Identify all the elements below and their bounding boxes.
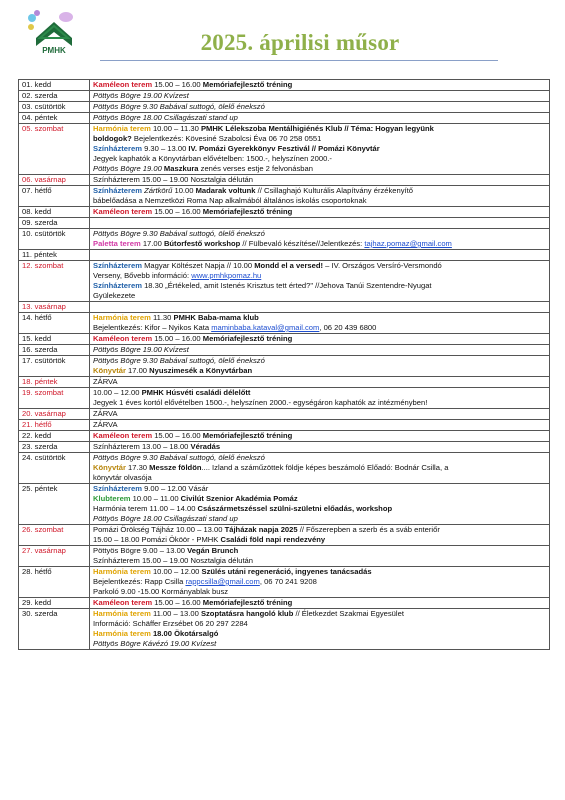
day-cell: 08. kedd — [19, 207, 90, 218]
event-text: Színházterem 15.00 – 19.00 Nosztalgia délután — [93, 556, 253, 565]
event-line — [93, 377, 546, 387]
day-cell: 29. kedd — [19, 598, 90, 609]
program-row — [19, 250, 550, 261]
event-line — [93, 494, 546, 504]
event-text: Bejelentkezés: Kifor – Nyikos Kata — [93, 323, 212, 332]
event-text: 11.30 — [150, 313, 174, 322]
event-line — [93, 313, 546, 323]
program-row — [19, 113, 550, 124]
event-text: Klubterem — [93, 494, 131, 503]
event-cell — [90, 91, 550, 102]
day-cell: 27. vasárnap — [19, 546, 90, 567]
event-cell — [90, 388, 550, 409]
event-text: Információ: Schäffer Erzsébet 06 20 297 2284 — [93, 619, 248, 628]
event-text: 9.30 – 13.00 — [141, 144, 189, 153]
program-row — [19, 409, 550, 420]
event-text: Színházterem — [93, 144, 142, 153]
event-cell — [90, 345, 550, 356]
email-link[interactable]: www.pmhkpomaz.hu — [191, 271, 262, 280]
program-row — [19, 313, 550, 334]
event-line — [93, 587, 546, 597]
program-row — [19, 598, 550, 609]
event-line — [93, 102, 546, 112]
event-line — [93, 80, 546, 90]
event-line — [93, 186, 546, 196]
event-text: 15.00 – 16.00 — [152, 431, 203, 440]
day-cell: 11. péntek — [19, 250, 90, 261]
event-line — [93, 431, 546, 441]
day-cell: 14. hétfő — [19, 313, 90, 334]
event-cell — [90, 525, 550, 546]
event-line — [93, 409, 546, 419]
day-cell: 06. vasárnap — [19, 175, 90, 186]
day-cell: 13. vasárnap — [19, 302, 90, 313]
event-line — [93, 535, 546, 545]
event-cell — [90, 546, 550, 567]
day-cell: 24. csütörtök — [19, 453, 90, 484]
event-text: Memóriafejlesztő tréning — [202, 207, 293, 216]
event-text: Színházterem — [93, 484, 142, 493]
day-cell: 09. szerda — [19, 218, 90, 229]
event-line — [93, 420, 546, 430]
event-line — [93, 291, 546, 301]
event-line — [93, 196, 546, 206]
event-line — [93, 250, 546, 260]
event-text: Színházterem 15.00 – 19.00 Nosztalgia délután — [93, 175, 253, 184]
event-line — [93, 609, 546, 619]
event-text: Messze földön — [149, 463, 202, 472]
event-line — [93, 323, 546, 333]
event-cell — [90, 229, 550, 250]
program-row — [19, 431, 550, 442]
day-cell: 20. vasárnap — [19, 409, 90, 420]
program-row — [19, 175, 550, 186]
program-row — [19, 356, 550, 377]
event-text: IV. Pomázi Gyerekkönyv Fesztivál // Pomázi Könyvtár — [188, 144, 380, 153]
event-line — [93, 229, 546, 239]
event-text: Könyvtár — [93, 366, 126, 375]
event-cell — [90, 186, 550, 207]
event-text: 15.00 – 16.00 — [152, 80, 203, 89]
event-text: Pöttyös Bögre 9.00 – 13.00 — [93, 546, 188, 555]
event-cell — [90, 250, 550, 261]
event-cell — [90, 124, 550, 175]
event-cell — [90, 218, 550, 229]
event-line — [93, 388, 546, 398]
event-text: 17.00 — [140, 239, 164, 248]
program-row — [19, 546, 550, 567]
event-text: könyvtár olvasója — [93, 473, 152, 482]
event-text: Harmónia terem — [93, 567, 151, 576]
event-line — [93, 546, 546, 556]
event-text: Memóriafejlesztő tréning — [202, 80, 293, 89]
program-row — [19, 377, 550, 388]
event-cell — [90, 313, 550, 334]
event-cell — [90, 377, 550, 388]
event-line — [93, 473, 546, 483]
logo-text: PMHK — [42, 46, 66, 54]
event-text: 15.00 – 18.00 Pomázi Ököör - PMHK — [93, 535, 221, 544]
day-cell: 23. szerda — [19, 442, 90, 453]
event-text: Tájházak napja 2025 — [224, 525, 298, 534]
event-line — [93, 463, 546, 473]
event-cell — [90, 409, 550, 420]
event-text: Pomázi Örökség Tájház 10.00 – 13.00 — [93, 525, 225, 534]
event-text: Kaméleon terem — [93, 80, 153, 89]
event-cell — [90, 175, 550, 186]
program-row — [19, 229, 550, 250]
event-text: Pöttyös Bögre 18.00 Csillagászati stand up — [93, 514, 238, 523]
event-text: boldogok? — [93, 134, 132, 143]
event-text: Madarak voltunk — [195, 186, 256, 195]
event-line — [93, 577, 546, 587]
program-row — [19, 80, 550, 91]
event-text: 10.00 – 11.30 — [150, 124, 201, 133]
day-cell: 12. szombat — [19, 261, 90, 302]
event-cell — [90, 484, 550, 525]
email-link[interactable]: tajhaz.pomaz@gmail.com — [364, 239, 452, 248]
event-text: Harmónia terem — [93, 629, 151, 638]
event-text: Memóriafejlesztő tréning — [202, 598, 293, 607]
event-line — [93, 271, 546, 281]
event-text: Pöttyös Bögre 18.00 Csillagászati stand up — [93, 113, 238, 122]
program-row — [19, 388, 550, 409]
event-cell — [90, 207, 550, 218]
event-text: // Életkezdet Szakmai Egyesület — [293, 609, 404, 618]
event-text: // Fülbevaló készítése//Jelentkezés: — [240, 239, 365, 248]
event-line — [93, 514, 546, 524]
event-line — [93, 598, 546, 608]
event-text: Családi föld napi rendezvény — [220, 535, 326, 544]
event-text: Császármetszéssel szülni-születni előadás, workshop — [197, 504, 393, 513]
program-row — [19, 484, 550, 525]
event-cell — [90, 356, 550, 377]
event-text: Jegyek 1 éves kortól elővételben 1500.-, helyszínen 2000.- egységáron kaphatók az intézményben! — [93, 398, 428, 407]
event-line — [93, 334, 546, 344]
event-text: , 06 70 241 9208 — [259, 577, 317, 586]
event-text: 15.00 – 16.00 — [152, 334, 203, 343]
event-text: 15.00 – 16.00 — [152, 598, 203, 607]
event-line — [93, 366, 546, 376]
event-cell — [90, 442, 550, 453]
program-row — [19, 302, 550, 313]
event-text: Szülés utáni regeneráció, ingyenes tanácsadás — [201, 567, 372, 576]
day-cell: 02. szerda — [19, 91, 90, 102]
event-line — [93, 91, 546, 101]
program-table — [18, 79, 550, 650]
event-text: 9.00 – 12.00 Vásár — [141, 484, 209, 493]
event-line — [93, 302, 546, 312]
event-text: Kaméleon terem — [93, 207, 153, 216]
day-cell: 15. kedd — [19, 334, 90, 345]
event-line — [93, 113, 546, 123]
event-text: Nyuszimesék a Könyvtárban — [149, 366, 253, 375]
event-line — [93, 154, 546, 164]
day-cell: 16. szerda — [19, 345, 90, 356]
event-text: zenés verses estje 2 felvonásban — [198, 164, 313, 173]
event-text: ZÁRVA — [93, 409, 118, 418]
event-cell — [90, 334, 550, 345]
program-row — [19, 420, 550, 431]
event-text: 10.00 — [172, 186, 196, 195]
event-text: Bejelentkezés: Rapp Csilla — [93, 577, 186, 586]
event-text: Paletta terem — [93, 239, 141, 248]
event-text: Harmónia terem — [93, 124, 151, 133]
event-cell — [90, 431, 550, 442]
event-line — [93, 175, 546, 185]
event-text: Zártkörű — [144, 186, 173, 195]
day-cell: 21. hétfő — [19, 420, 90, 431]
event-text: Civilút Szenior Akadémia Pomáz — [180, 494, 298, 503]
event-line — [93, 356, 546, 366]
event-text: 15.00 – 16.00 — [152, 207, 203, 216]
event-text: Pöttyös Bögre 9.30 Babával suttogó, ölelő énekszó — [93, 453, 265, 462]
event-text: 18.30 „Értékeled, amit Istenés Krisztus tett érted?" //Jehova Tanúi Szentendre-Nyugat — [141, 281, 432, 290]
event-text: Bútorfestő workshop — [163, 239, 241, 248]
event-text: Pöttyös Bögre 9.30 Babával suttogó, ölelő énekszó — [93, 356, 265, 365]
event-line — [93, 398, 546, 408]
title-underline — [100, 60, 498, 61]
event-line — [93, 504, 546, 514]
event-cell — [90, 598, 550, 609]
event-text: Színházterem 13.00 – 18.00 — [93, 442, 191, 451]
event-text: Pöttyös Bögre 19.00 Kvízest — [93, 91, 189, 100]
email-link[interactable]: rappcsilla@gmail.com — [185, 577, 260, 586]
event-text: Parkoló 9.00 -15.00 Kormányablak busz — [93, 587, 229, 596]
event-cell — [90, 567, 550, 598]
event-text: Pöttyös Bögre Kávézó 19.00 Kvízest — [93, 639, 217, 648]
event-text: Szoptatásra hangoló klub — [200, 609, 294, 618]
event-text: Memóriafejlesztő tréning — [202, 334, 293, 343]
program-row — [19, 609, 550, 650]
day-cell: 22. kedd — [19, 431, 90, 442]
event-line — [93, 525, 546, 535]
event-line — [93, 239, 546, 249]
event-text: .... Izland a száműzöttek földje képes beszámoló Előadó: Bodnár Csilla, a — [201, 463, 449, 472]
event-cell — [90, 113, 550, 124]
event-cell — [90, 453, 550, 484]
day-cell: 18. péntek — [19, 377, 90, 388]
event-text: Színházterem — [93, 261, 142, 270]
event-text: 17.00 — [125, 366, 150, 375]
event-text: 18.00 Ökotársalgó — [152, 629, 219, 638]
event-text: 10.00 – 12.00 — [150, 567, 202, 576]
event-text: Színházterem — [93, 281, 142, 290]
day-cell: 30. szerda — [19, 609, 90, 650]
event-line — [93, 218, 546, 228]
day-cell: 05. szombat — [19, 124, 90, 175]
event-line — [93, 124, 546, 134]
event-text: bábelőadása a Nemzetközi Roma Nap alkalmából általános iskolás csoportoknak — [93, 196, 367, 205]
event-cell — [90, 302, 550, 313]
event-line — [93, 484, 546, 494]
event-cell — [90, 80, 550, 91]
program-row — [19, 218, 550, 229]
day-cell: 28. hétfő — [19, 567, 90, 598]
day-cell: 19. szombat — [19, 388, 90, 409]
event-text: Színházterem — [93, 186, 142, 195]
day-cell: 26. szombat — [19, 525, 90, 546]
program-row — [19, 453, 550, 484]
program-row — [19, 345, 550, 356]
event-text: PMHK Húsvéti családi délelőtt — [141, 388, 251, 397]
day-cell: 01. kedd — [19, 80, 90, 91]
event-text: Kaméleon terem — [93, 598, 153, 607]
pmhk-logo — [26, 8, 76, 54]
day-cell: 03. csütörtök — [19, 102, 90, 113]
event-line — [93, 261, 546, 271]
event-text: ZÁRVA — [93, 377, 118, 386]
event-text: // Csillaghajó Kulturális Alapítvány érzékenyítő — [255, 186, 413, 195]
event-text: Kaméleon terem — [93, 334, 153, 343]
event-text: 11.00 – 13.00 — [150, 609, 201, 618]
day-cell: 07. hétfő — [19, 186, 90, 207]
event-line — [93, 144, 546, 154]
event-text: 10.00 – 11.00 — [130, 494, 181, 503]
event-text: Verseny, Bővebb információ: — [93, 271, 192, 280]
event-line — [93, 207, 546, 217]
event-cell — [90, 261, 550, 302]
day-cell: 04. péntek — [19, 113, 90, 124]
event-text: Pöttyös Bögre 19.00 — [93, 164, 164, 173]
event-text: Harmónia terem — [93, 609, 151, 618]
program-row — [19, 102, 550, 113]
event-text: Pöttyös Bögre 19.00 Kvízest — [93, 345, 189, 354]
event-text: Gyülekezete — [93, 291, 136, 300]
program-row — [19, 124, 550, 175]
event-line — [93, 164, 546, 174]
event-line — [93, 619, 546, 629]
program-row — [19, 442, 550, 453]
page-title: 2025. áprilisi műsor — [200, 30, 400, 55]
program-row — [19, 186, 550, 207]
event-line — [93, 281, 546, 291]
event-text: Jegyek kaphatók a Könyvtárban elővételben: 1500.-, helyszínen 2000.- — [93, 154, 332, 163]
event-text: Véradás — [190, 442, 221, 451]
event-line — [93, 556, 546, 566]
event-line — [93, 453, 546, 463]
event-text: Harmónia terem 11.00 – 14.00 — [93, 504, 198, 513]
event-text: Vegán Brunch — [187, 546, 239, 555]
event-text: Harmónia terem — [93, 313, 151, 322]
event-text: Pöttyös Bögre 9.30 Babával suttogó, ölelő énekszó — [93, 102, 265, 111]
event-text: Maszkura — [163, 164, 199, 173]
event-text: Mondd el a versed! — [254, 261, 324, 270]
day-cell: 10. csütörtök — [19, 229, 90, 250]
program-row — [19, 91, 550, 102]
event-line — [93, 639, 546, 649]
program-row — [19, 525, 550, 546]
event-text: Pöttyös Bögre 9.30 Babával suttogó, ölelő énekszó — [93, 229, 265, 238]
event-line — [93, 629, 546, 639]
program-row — [19, 207, 550, 218]
event-text: PMHK Baba-mama klub — [173, 313, 259, 322]
event-text: Kaméleon terem — [93, 431, 153, 440]
event-text: Könyvtár — [93, 463, 126, 472]
event-text: Bejelentkezés: Kövesiné Szabolcsi Éva 06 70 258 0551 — [131, 134, 322, 143]
event-text: , 06 20 439 6800 — [319, 323, 377, 332]
event-cell — [90, 102, 550, 113]
event-text: Magyar Költészet Napja // 10.00 — [141, 261, 255, 270]
day-cell: 25. péntek — [19, 484, 90, 525]
email-link[interactable]: maminbaba.kataval@gmail.com — [211, 323, 320, 332]
event-text: 17.30 — [125, 463, 150, 472]
event-cell — [90, 609, 550, 650]
event-text: PMHK Lélekszoba Mentálhigiénés Klub // Téma: Hogyan legyünk — [200, 124, 434, 133]
program-row — [19, 567, 550, 598]
event-text: ZÁRVA — [93, 420, 118, 429]
event-text: Memóriafejlesztő tréning — [202, 431, 293, 440]
event-text: – IV. Országos Versíró-Versmondó — [323, 261, 442, 270]
event-line — [93, 345, 546, 355]
event-text: 10.00 – 12.00 — [93, 388, 142, 397]
event-line — [93, 442, 546, 452]
program-row — [19, 334, 550, 345]
program-row — [19, 261, 550, 302]
event-text: // Főszerepben a szerb és a sváb enteriőr — [297, 525, 440, 534]
event-line — [93, 567, 546, 577]
day-cell: 17. csütörtök — [19, 356, 90, 377]
event-line — [93, 134, 546, 144]
event-cell — [90, 420, 550, 431]
